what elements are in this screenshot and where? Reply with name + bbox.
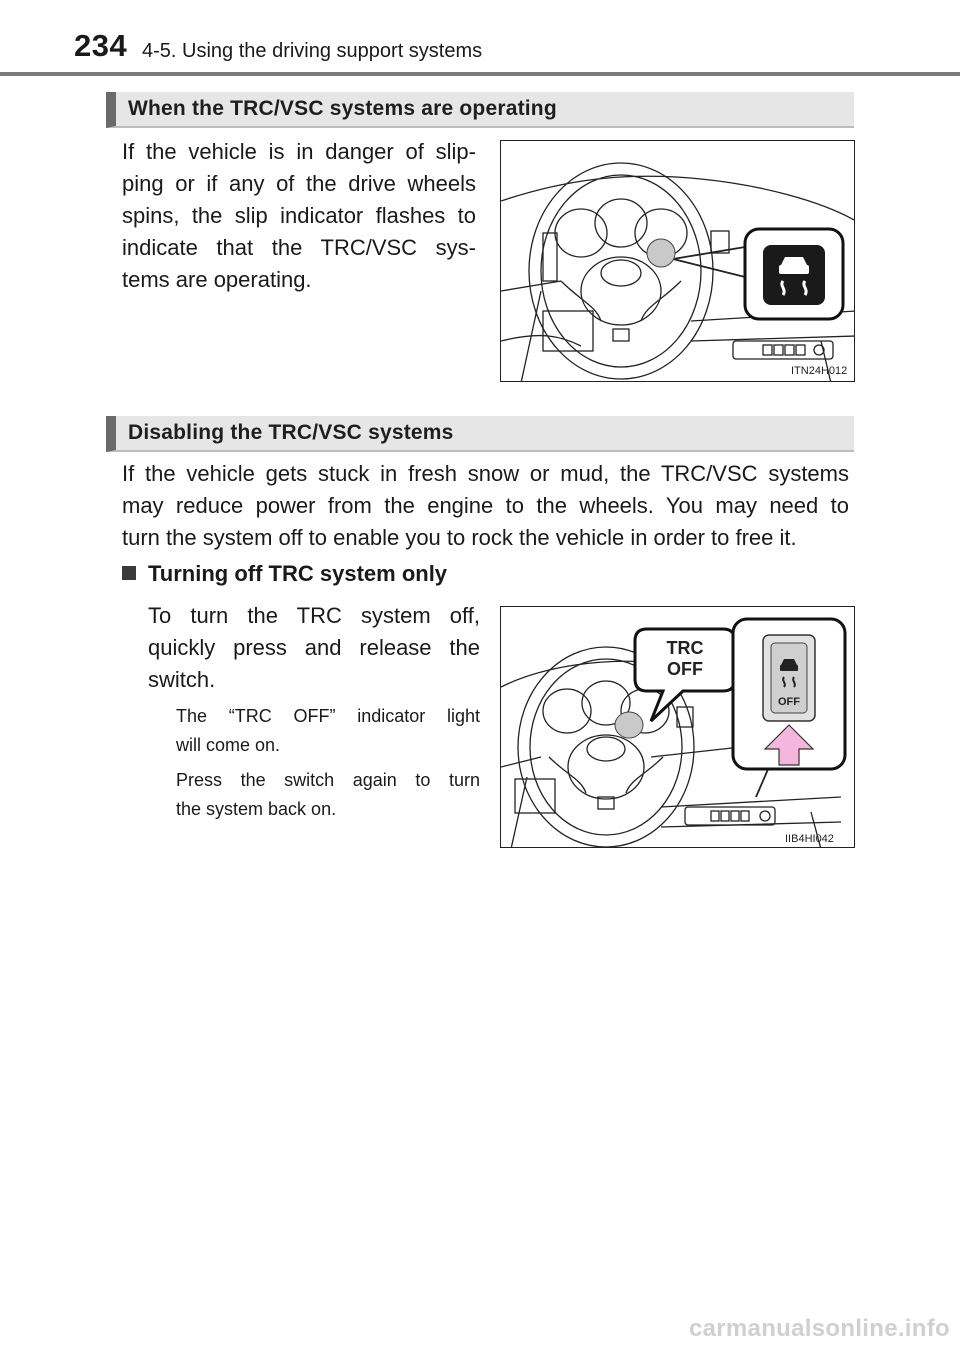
figure-slip-indicator — [500, 140, 855, 382]
note-line: will come on. — [176, 735, 281, 755]
square-bullet-icon — [122, 566, 136, 580]
section-bar-disabling-trc — [106, 416, 854, 452]
dashboard-illustration — [501, 141, 855, 382]
body-line: quickly press and release the — [148, 635, 480, 660]
body-line: switch. — [148, 667, 216, 692]
figure-code: ITN24H012 — [791, 365, 848, 377]
chapter-heading: 4-5. Using the driving support systems — [142, 40, 483, 62]
body-line: spins, the slip indicator flashes to — [122, 203, 476, 228]
header-rule — [0, 72, 960, 76]
figure-code: IIB4HI042 — [785, 833, 834, 845]
note-line: The “TRC OFF” indicator light — [176, 706, 480, 726]
slip-indicator-icon — [763, 245, 825, 305]
body-line: turn the system off to enable you to rock the vehicle in order to free it. — [122, 525, 797, 550]
note-line: the system back on. — [176, 799, 337, 819]
dashboard-switch-illustration — [501, 607, 855, 848]
section-title: Disabling the TRC/VSC systems — [128, 421, 454, 444]
subheading-text: Turning off TRC system only — [148, 561, 448, 586]
body-line: indicate that the TRC/VSC sys- — [122, 235, 476, 260]
section-bar-trc-operating — [106, 92, 854, 128]
subheading-trc-only — [122, 561, 447, 587]
body-line: tems are operating. — [122, 267, 312, 292]
body-line: ping or if any of the drive wheels — [122, 171, 476, 196]
section-title: When the TRC/VSC systems are operating — [128, 97, 557, 120]
body-line: To turn the TRC system off, — [148, 603, 480, 628]
body-line: If the vehicle gets stuck in fresh snow or mud, the TRC/VSC systems — [122, 461, 849, 486]
switch-label: OFF — [778, 696, 800, 708]
note-line: Press the switch again to turn — [176, 770, 480, 790]
page-number: 234 — [74, 28, 128, 63]
callout-text-line1: TRC — [666, 638, 704, 658]
figure-trc-off-switch — [500, 606, 855, 848]
watermark: carmanualsonline.info — [688, 1315, 950, 1342]
body-line: If the vehicle is in danger of slip- — [122, 139, 476, 164]
callout-text-line2: OFF — [667, 659, 703, 679]
body-line: may reduce power from the engine to the wheels. You may need to — [122, 493, 849, 518]
